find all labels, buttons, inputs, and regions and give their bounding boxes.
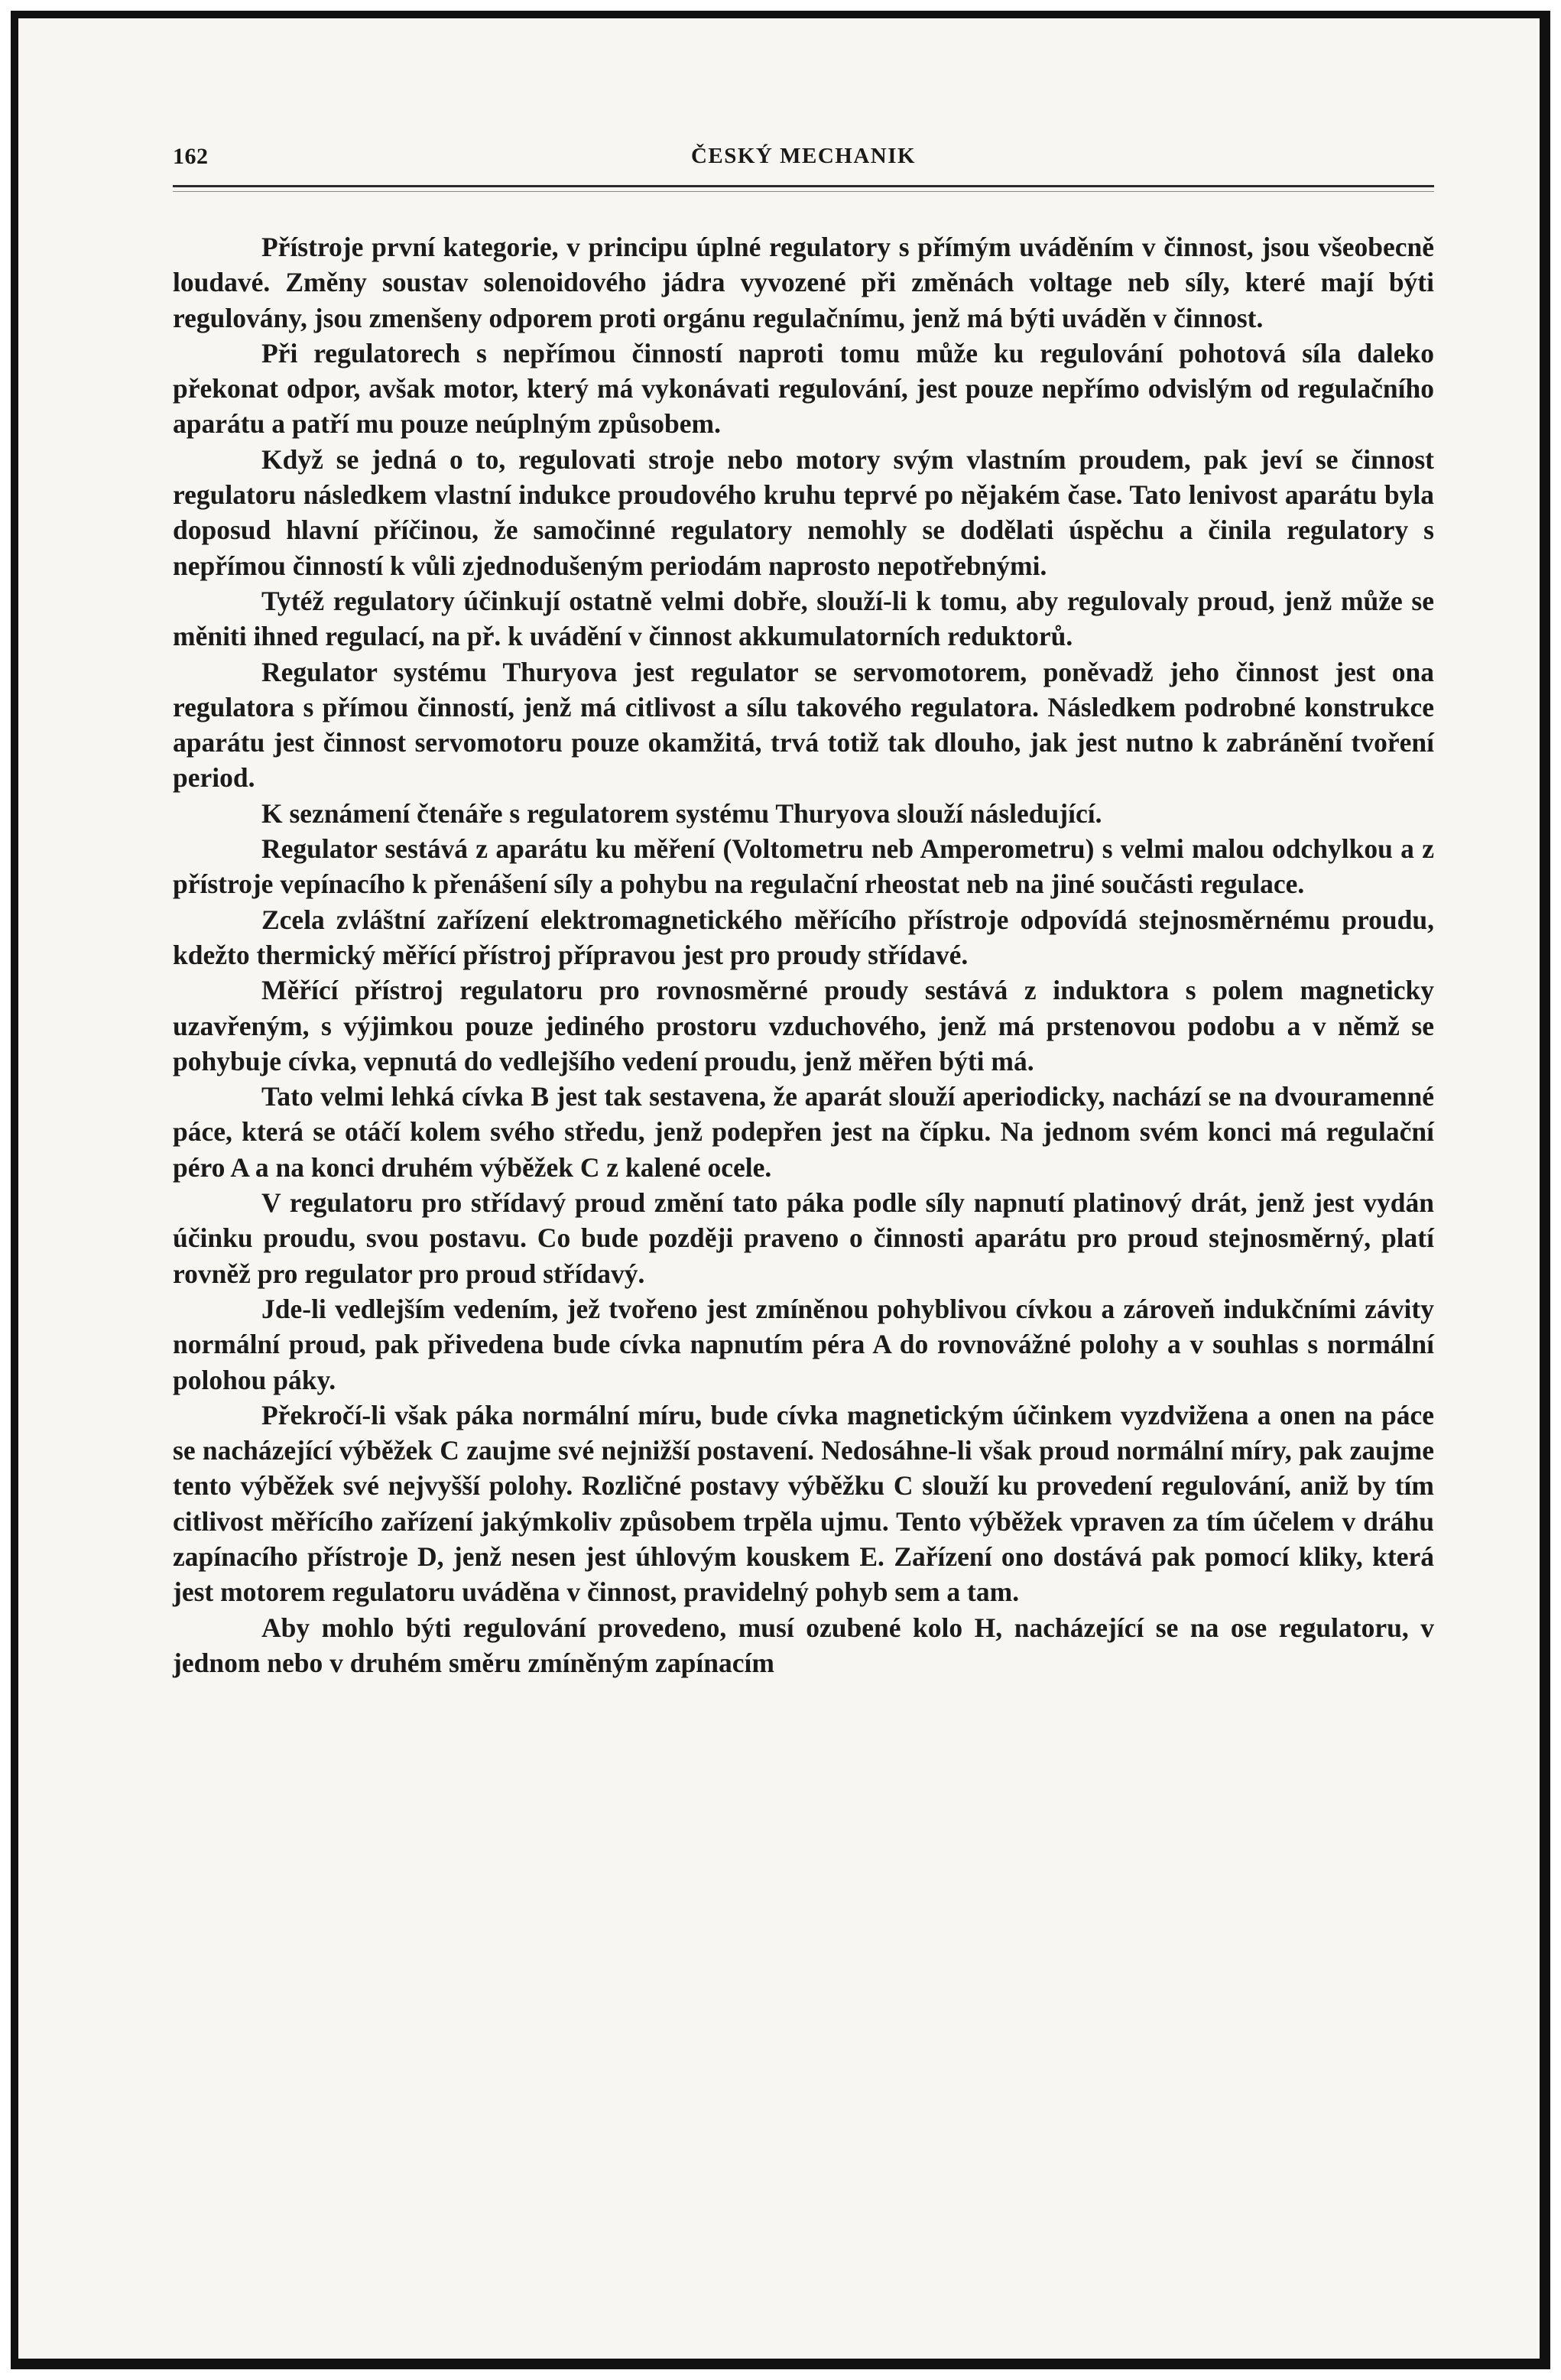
paragraph: Zcela zvláštní zařízení elektromagnetického měřícího přístroje odpovídá stejnosměrnému proudu, kdežto thermický měřící přístroj přípravou jest pro proudy střídavé. bbox=[173, 904, 1434, 970]
running-title: ČESKÝ MECHANIK bbox=[690, 144, 917, 168]
paragraph: Přístroje první kategorie, v principu úplné regulatory s přímým uváděním v činnost, jsou všeobecně loudavé. Změny soustav solenoidového jádra vyvozené při změnách voltage neb síly, které mají býti regulovány, jsou zmenšeny odporem proti orgánu regulačnímu, jenž má býti uváděn v činnost. bbox=[173, 232, 1434, 333]
paragraph: Tato velmi lehká cívka B jest tak sestavena, že aparát slouží aperiodicky, nachází se na dvouramenné páce, která se otáčí kolem svého středu, jenž podepřen jest na čípku. Na jednom svém konci má regulační péro A a na konci druhém výběžek C z kalené ocele. bbox=[173, 1081, 1434, 1183]
page-number: 162 bbox=[173, 144, 209, 169]
paragraph: Překročí-li však páka normální míru, bude cívka magnetickým účinkem vyzdvižena a onen na páce se nacházející výběžek C zaujme své nejnižší postavení. Nedosáhne-li však proud normální míry, pak zaujme tento výběžek své nejvyšší polohy. Rozličné postavy výběžku C slouží ku provedení regulování, aniž by tím citlivost měřícího zařízení jakýmkoliv způsobem trpěla ujmu. Tento výběžek vpraven za tím účelem v dráhu zapínacího přístroje D, jenž nesen jest úhlovým kouskem E. Zařízení ono dostává pak pomocí kliky, která jest motorem regulatoru uváděna v činnost, pravidelný pohyb sem a tam. bbox=[173, 1399, 1434, 1608]
paragraph: Při regulatorech s nepřímou činností naproti tomu může ku regulování pohotová síla daleko překonat odpor, avšak motor, který má vykonávati regulování, jest pouze nepřímo odvislým od regulačního aparátu a patří mu pouze neúplným způsobem. bbox=[173, 337, 1434, 440]
paragraph: Když se jedná o to, regulovati stroje nebo motory svým vlastním proudem, pak jeví se činnost regulatoru následkem vlastní indukce proudového kruhu teprvé po nějakém čase. Tato lenivost aparátu byla doposud hlavní příčinou, že samočinné regulatory nemohly se dodělati úspěchu a činila regulatory s nepřímou činností k vůli zjednodušeným periodám naprosto nepotřebnými. bbox=[173, 443, 1434, 581]
paragraph: Jde-li vedlejším vedením, jež tvořeno jest zmíněnou pohyblivou cívkou a zároveň indukčními závity normální proud, pak přivedena bude cívka napnutím péra A do rovnovážné polohy a v souhlas s normální polohou páky. bbox=[173, 1293, 1434, 1395]
paragraph: Regulator sestává z aparátu ku měření (Voltometru neb Amperometru) s velmi malou odchylkou a z přístroje vepínacího k přenášení síly a pohybu na regulační rheostat neb na jiné součásti regulace. bbox=[173, 833, 1434, 900]
body-text bbox=[173, 229, 1434, 1680]
paragraph: K seznámení čtenáře s regulatorem systému Thuryova slouží následující. bbox=[261, 797, 1102, 829]
paragraph: Tytéž regulatory účinkují ostatně velmi dobře, slouží-li k tomu, aby regulovaly proud, jenž může se měniti ihned regulací, na př. k uvádění v činnost akkumulatorních reduktorů. bbox=[173, 585, 1434, 652]
paragraph: Měřící přístroj regulatoru pro rovnosměrné proudy sestává z induktora s polem magneticky uzavřeným, s výjimkou pouze jediného prostoru vzduchového, jenž má prstenovou podobu a v němž se pohybuje cívka, vepnutá do vedlejšího vedení proudu, jenž měřen býti má. bbox=[173, 975, 1434, 1076]
header-rule-thin bbox=[173, 191, 1434, 192]
header-rule bbox=[173, 185, 1434, 187]
paragraph: Regulator systému Thuryova jest regulator se servomotorem, poněvadž jeho činnost jest ona regulatora s přímou činností, jenž má citlivost a sílu takového regulatora. Následkem podrobné konstrukce aparátu jest činnost servomotoru pouze okamžitá, trvá totiž tak dlouho, jak jest nutno k zabránění tvoření period. bbox=[173, 656, 1434, 794]
paragraph: V regulatoru pro střídavý proud změní tato páka podle síly napnutí platinový drát, jenž jest vydán účinku proudu, svou postavu. Co bude později praveno o činnosti aparátu pro proud stejnosměrný, platí rovněž pro regulator pro proud střídavý. bbox=[173, 1187, 1434, 1289]
page-header bbox=[173, 144, 1434, 174]
paragraph: Aby mohlo býti regulování provedeno, musí ozubené kolo H, nacházející se na ose regulatoru, v jednom nebo v druhém směru zmíněným zapínacím bbox=[173, 1612, 1434, 1678]
